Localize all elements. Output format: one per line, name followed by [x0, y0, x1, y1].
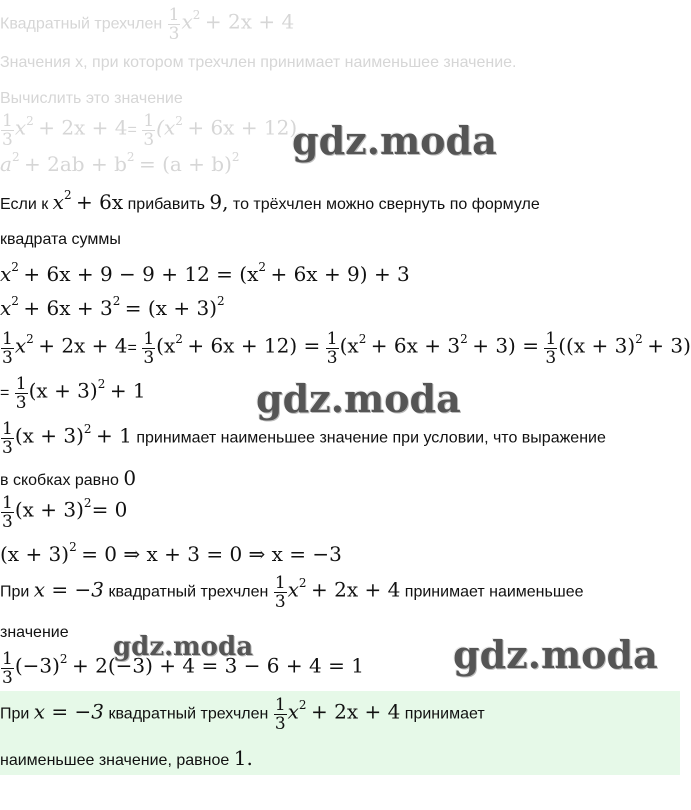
header-title: Квадратный трехчлен — [0, 15, 163, 33]
fraction: $\frac{1}{3}$ — [168, 5, 180, 44]
equation-2: $x^2 + 6x + 3^2 = (x + 3)^2$ — [0, 294, 225, 320]
answer-line-1: При x = −3 квадратный трехчлен $\frac{1}{3}$ $x^2 + 2x + 4$ принимает — [0, 695, 485, 734]
equation-6: $(x + 3)^2 = 0$ ⇒ x + 3 = 0 ⇒ x = −3 — [0, 540, 342, 566]
equation-4: = $\frac{1}{3}$ $(x + 3)^2 + 1$ — [0, 374, 146, 413]
equation-5: $\frac{1}{3}$ $(x + 3)^2= 0$ — [2, 493, 128, 532]
watermark: gdz.moda — [113, 632, 254, 662]
paragraph-4: в скобках равно 0 — [0, 466, 137, 490]
paragraph-3: $\frac{1}{3}$ $(x + 3)^2 + 1$ принимает наименьшее значение при условии, что выражение — [2, 419, 606, 458]
paragraph-5: При x = −3 квадратный трехчлен $\frac{1}{3}$ $x^2 + 2x + 4$ принимает наименьшее — [0, 573, 584, 612]
equation-3: $\frac{1}{3}$ $x^2 + 2x + 4=$ $\frac{1}{3}$ $(x^2 + 6x + 12)$ = $\frac{1}{3}$ $(x^2 + 6x + 3^2 + 3)$ = $\frac{1}{3}$ $((x + 3)^2 + 3)$ — [2, 329, 691, 368]
watermark: gdz.moda — [256, 376, 461, 421]
watermark: gdz.moda — [453, 632, 658, 677]
header-line-3: Вычислить это значение — [0, 90, 183, 107]
paragraph-6: значение — [0, 624, 69, 641]
equation-1: $x^2 + 6x + 9 - 9 + 12 = (x^2 + 6x + 9) + 3$ — [0, 260, 410, 286]
header-line-4: $\frac{1}{3}$ $x^2 + 2x + 4=$ $\frac{1}{3}$ $(x^2 + 6x + 12)$ — [2, 111, 298, 150]
header-line-5: $a^2 + 2ab + b^2 = (a + b)^2$ — [0, 150, 240, 176]
paragraph-1: Если к $x^2 + 6x$ прибавить 9, то трёхчлен можно свернуть по формуле — [0, 188, 540, 214]
paragraph-2: квадрата суммы — [0, 231, 121, 248]
header-line-1: Квадратный трехчлен $\frac{1}{3}$ $x^2 + 2x + 4$ — [0, 5, 295, 44]
answer-line-2: наименьшее значение, равное 1. — [0, 746, 253, 770]
header-line-2: Значения x, при котором трехчлен принимает наименьшее значение. — [0, 54, 517, 71]
watermark: gdz.moda — [292, 118, 497, 163]
equation-7: $\frac{1}{3}$ $(-3)^2 + 2(-3) + 4 = 3 - 6 + 4 = 1$ — [2, 649, 364, 688]
